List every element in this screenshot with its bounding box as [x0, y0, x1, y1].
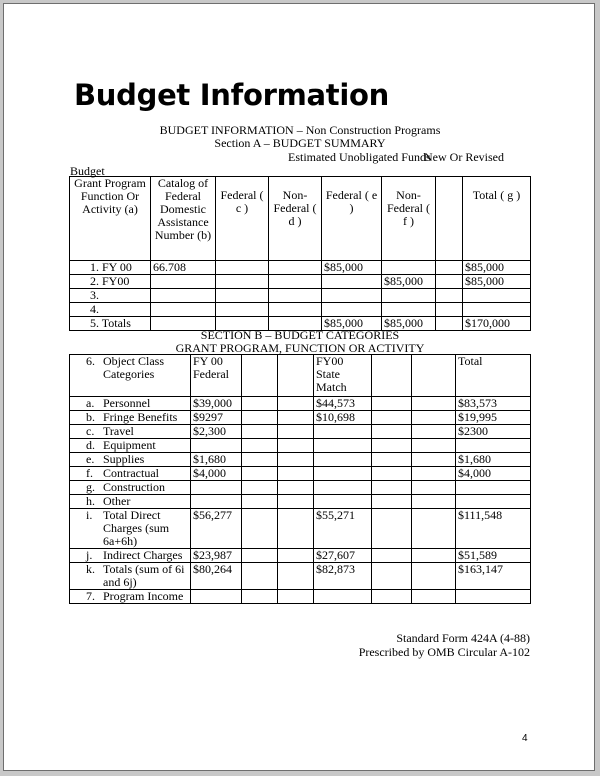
- table-cell: [412, 481, 456, 495]
- table-cell: [372, 397, 412, 411]
- item-number: g.: [86, 480, 95, 494]
- table-cell: [278, 425, 314, 439]
- table-cell: [372, 453, 412, 467]
- table-cell: [372, 439, 412, 453]
- table-row: [70, 467, 531, 481]
- table-cell: [242, 397, 278, 411]
- table-cell: [322, 275, 382, 289]
- federal-cell: $39,000: [191, 397, 242, 411]
- table-header-row: [70, 177, 531, 261]
- column-header: Non-Federal ( f ): [382, 177, 436, 261]
- federal-cell: $56,277: [191, 509, 242, 549]
- column-header: Federal ( c ): [216, 177, 269, 261]
- table-cell: $85,000: [463, 261, 531, 275]
- table-cell: [216, 275, 269, 289]
- column-header: Non-Federal ( d ): [269, 177, 322, 261]
- table-cell: [242, 549, 278, 563]
- category-label: Travel: [103, 424, 134, 438]
- total-cell: $2300: [456, 425, 531, 439]
- table-cell: [278, 453, 314, 467]
- table-cell: [278, 397, 314, 411]
- column-header: Total ( g ): [463, 177, 531, 261]
- category-label: Equipment: [103, 438, 156, 452]
- table-cell: [151, 275, 216, 289]
- table-cell: [372, 563, 412, 590]
- table-cell: [216, 289, 269, 303]
- form-title: BUDGET INFORMATION – Non Construction Programs: [159, 123, 441, 137]
- column-header: [242, 355, 278, 397]
- category-cell: [70, 481, 191, 495]
- federal-cell: [191, 439, 242, 453]
- table-cell: [278, 439, 314, 453]
- state-match-cell: $82,873: [314, 563, 372, 590]
- table-cell: [242, 453, 278, 467]
- table-row: [70, 397, 531, 411]
- table-cell: [322, 289, 382, 303]
- table-row: [70, 563, 531, 590]
- total-cell: $111,548: [456, 509, 531, 549]
- table-cell: [242, 425, 278, 439]
- form-number: Standard Form 424A (4-88): [396, 631, 530, 645]
- table-cell: [412, 439, 456, 453]
- item-number: 6.: [86, 354, 95, 368]
- table-cell: [269, 289, 322, 303]
- table-cell: [412, 453, 456, 467]
- state-match-cell: [314, 439, 372, 453]
- table-row: [70, 275, 531, 289]
- table-cell: [269, 275, 322, 289]
- state-match-cell: [314, 590, 372, 604]
- total-cell: $83,573: [456, 397, 531, 411]
- table-row: [70, 261, 531, 275]
- table-cell: [412, 563, 456, 590]
- item-number: k.: [86, 562, 95, 576]
- table-cell: [372, 590, 412, 604]
- table-cell: [463, 289, 531, 303]
- table-cell: [151, 289, 216, 303]
- table-cell: [412, 509, 456, 549]
- table-cell: [269, 303, 322, 317]
- table-cell: [278, 590, 314, 604]
- table-cell: 66.708: [151, 261, 216, 275]
- total-cell: $163,147: [456, 563, 531, 590]
- total-cell: [456, 495, 531, 509]
- row-label: 1. FY 00: [70, 261, 151, 275]
- table-row: [70, 481, 531, 495]
- table-cell: [242, 509, 278, 549]
- category-label: Personnel: [103, 396, 151, 410]
- column-header: [412, 355, 456, 397]
- table-cell: [372, 467, 412, 481]
- category-cell: [70, 411, 191, 425]
- category-cell: [70, 549, 191, 563]
- column-header: [372, 355, 412, 397]
- table-cell: [278, 509, 314, 549]
- column-header: Total: [456, 355, 531, 397]
- table-cell: [151, 303, 216, 317]
- page-title: Budget Information: [74, 78, 389, 112]
- table-row: [70, 303, 531, 317]
- table-cell: [372, 509, 412, 549]
- table-cell: [372, 549, 412, 563]
- row-label: 4.: [70, 303, 151, 317]
- row-label: 5. Totals: [70, 317, 151, 331]
- state-match-cell: [314, 467, 372, 481]
- table-row: [70, 289, 531, 303]
- table-cell: [216, 303, 269, 317]
- total-cell: $1,680: [456, 453, 531, 467]
- budget-summary-table: [69, 176, 531, 331]
- state-match-cell: [314, 425, 372, 439]
- table-cell: [322, 303, 382, 317]
- category-cell: [70, 563, 191, 590]
- item-number: a.: [86, 396, 95, 410]
- federal-cell: $1,680: [191, 453, 242, 467]
- federal-cell: $9297: [191, 411, 242, 425]
- table-cell: [269, 261, 322, 275]
- category-cell: [70, 425, 191, 439]
- federal-cell: $2,300: [191, 425, 242, 439]
- table-cell: [412, 425, 456, 439]
- column-header: [436, 177, 463, 261]
- federal-cell: [191, 590, 242, 604]
- table-row: [70, 590, 531, 604]
- column-header-label: Object Class Categories: [103, 354, 164, 381]
- item-number: f.: [86, 466, 93, 480]
- total-cell: [456, 590, 531, 604]
- table-cell: $170,000: [463, 317, 531, 331]
- total-cell: $19,995: [456, 411, 531, 425]
- category-label: Total Direct Charges (sum 6a+6h): [103, 508, 170, 548]
- federal-cell: $80,264: [191, 563, 242, 590]
- table-cell: [436, 261, 463, 275]
- table-cell: $85,000: [463, 275, 531, 289]
- table-cell: [436, 289, 463, 303]
- table-cell: [436, 275, 463, 289]
- item-number: 7.: [86, 589, 95, 603]
- state-match-cell: [314, 481, 372, 495]
- table-cell: [278, 411, 314, 425]
- state-match-cell: $44,573: [314, 397, 372, 411]
- column-header: Federal ( e ): [322, 177, 382, 261]
- item-number: d.: [86, 438, 95, 452]
- table-cell: [242, 495, 278, 509]
- section-a-title: Section A – BUDGET SUMMARY: [214, 136, 386, 150]
- column-header: [278, 355, 314, 397]
- table-row: [70, 495, 531, 509]
- item-number: i.: [86, 508, 93, 522]
- table-cell: [242, 411, 278, 425]
- page-number: 4: [522, 733, 528, 744]
- category-label: Fringe Benefits: [103, 410, 178, 424]
- table-row: [70, 411, 531, 425]
- total-cell: $4,000: [456, 467, 531, 481]
- state-match-cell: [314, 495, 372, 509]
- state-match-cell: $55,271: [314, 509, 372, 549]
- table-row: [70, 453, 531, 467]
- new-or-revised-heading: New Or Revised: [424, 150, 504, 164]
- table-cell: [278, 495, 314, 509]
- table-cell: $85,000: [382, 317, 436, 331]
- budget-categories-table: [69, 354, 531, 604]
- table-cell: [412, 549, 456, 563]
- column-header: FY00 State Match: [314, 355, 372, 397]
- table-cell: [242, 467, 278, 481]
- table-cell: [382, 261, 436, 275]
- category-label: Totals (sum of 6i and 6j): [103, 562, 185, 589]
- table-cell: $85,000: [382, 275, 436, 289]
- category-label: Construction: [103, 480, 165, 494]
- row-label: 2. FY00: [70, 275, 151, 289]
- column-header: [70, 355, 191, 397]
- state-match-cell: $10,698: [314, 411, 372, 425]
- table-cell: [412, 495, 456, 509]
- federal-cell: [191, 495, 242, 509]
- table-cell: [382, 303, 436, 317]
- category-cell: [70, 590, 191, 604]
- table-cell: [436, 303, 463, 317]
- category-cell: [70, 397, 191, 411]
- table-cell: [382, 289, 436, 303]
- federal-cell: $4,000: [191, 467, 242, 481]
- item-number: c.: [86, 424, 95, 438]
- table-cell: [412, 590, 456, 604]
- column-header: Grant Program Function Or Activity (a): [70, 177, 151, 261]
- table-cell: [278, 549, 314, 563]
- state-match-cell: $27,607: [314, 549, 372, 563]
- state-match-cell: [314, 453, 372, 467]
- table-cell: [372, 495, 412, 509]
- table-row: [70, 425, 531, 439]
- table-cell: [278, 481, 314, 495]
- category-label: Supplies: [103, 452, 145, 466]
- category-cell: [70, 467, 191, 481]
- table-cell: [412, 397, 456, 411]
- item-number: h.: [86, 494, 95, 508]
- table-cell: $85,000: [322, 317, 382, 331]
- category-label: Other: [103, 494, 131, 508]
- table-cell: [242, 563, 278, 590]
- budget-label: Budget: [70, 164, 105, 178]
- column-header: FY 00 Federal: [191, 355, 242, 397]
- estimated-funds-heading: Estimated Unobligated Funds: [288, 150, 431, 164]
- table-cell: [242, 590, 278, 604]
- category-cell: [70, 495, 191, 509]
- category-cell: [70, 439, 191, 453]
- table-cell: [216, 261, 269, 275]
- table-cell: [242, 481, 278, 495]
- table-row: [70, 509, 531, 549]
- table-cell: [372, 411, 412, 425]
- column-header: Catalog of Federal Domestic Assistance Number (b): [151, 177, 216, 261]
- row-label: 3.: [70, 289, 151, 303]
- total-cell: [456, 481, 531, 495]
- federal-cell: $23,987: [191, 549, 242, 563]
- category-cell: [70, 453, 191, 467]
- category-label: Contractual: [103, 466, 159, 480]
- table-cell: [278, 563, 314, 590]
- category-label: Indirect Charges: [103, 548, 183, 562]
- category-label: Program Income: [103, 589, 184, 603]
- total-cell: [456, 439, 531, 453]
- category-cell: [70, 509, 191, 549]
- table-row: [70, 439, 531, 453]
- table-row: [70, 549, 531, 563]
- item-number: e.: [86, 452, 95, 466]
- table-cell: [412, 467, 456, 481]
- section-b-subtitle: GRANT PROGRAM, FUNCTION OR ACTIVITY: [175, 341, 425, 355]
- item-number: b.: [86, 410, 95, 424]
- section-b-title: SECTION B – BUDGET CATEGORIES: [200, 328, 400, 342]
- omb-circular: Prescribed by OMB Circular A-102: [358, 645, 530, 659]
- table-cell: $85,000: [322, 261, 382, 275]
- table-cell: [242, 439, 278, 453]
- table-cell: [412, 411, 456, 425]
- federal-cell: [191, 481, 242, 495]
- total-cell: $51,589: [456, 549, 531, 563]
- table-cell: [463, 303, 531, 317]
- item-number: j.: [86, 548, 93, 562]
- table-cell: [372, 425, 412, 439]
- table-header-row: [70, 355, 531, 397]
- table-cell: [372, 481, 412, 495]
- table-cell: [278, 467, 314, 481]
